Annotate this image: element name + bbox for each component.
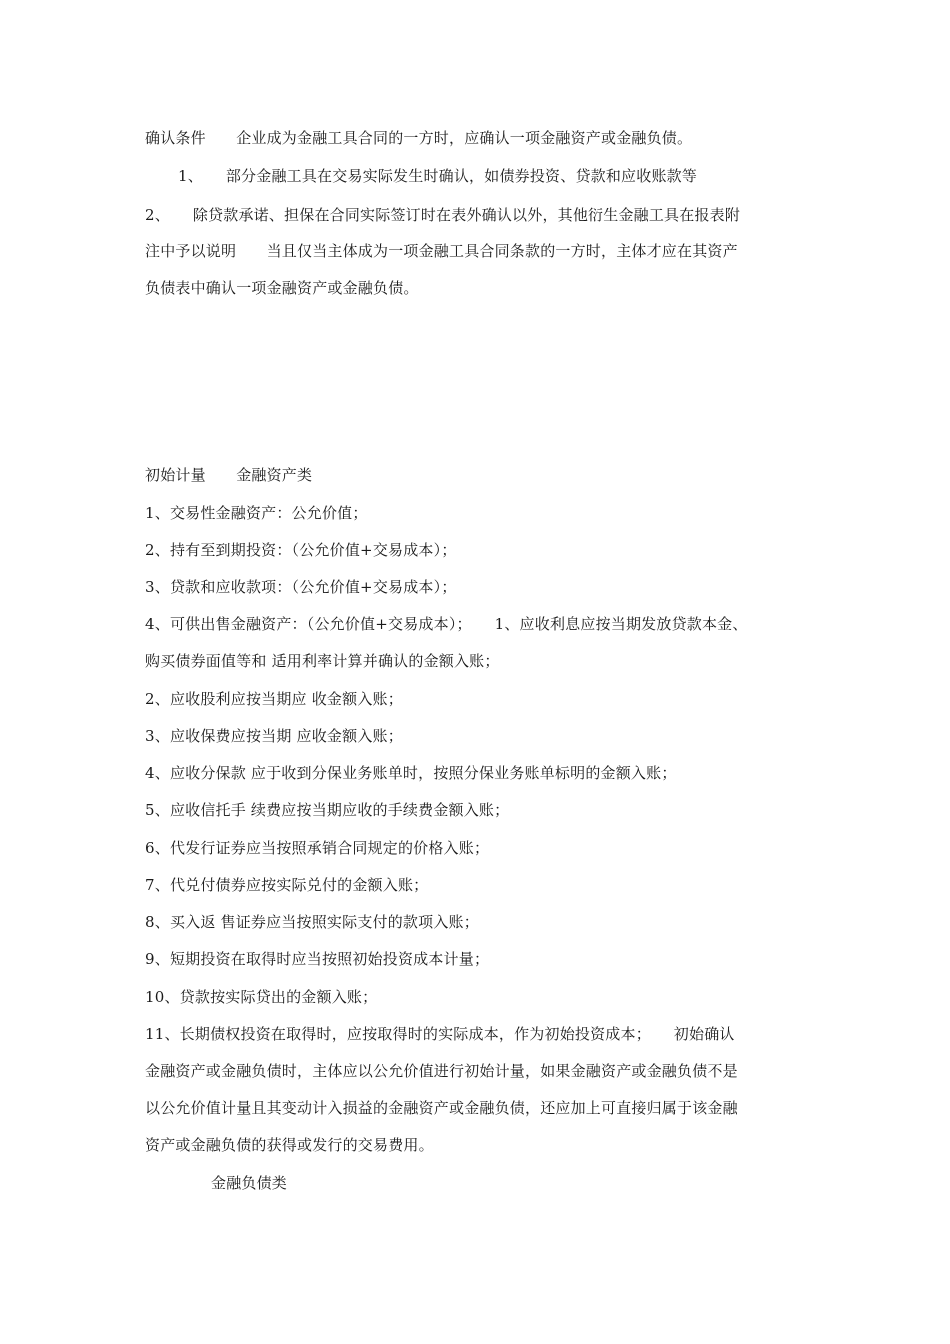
text-line: 4、应收分保款 应于收到分保业务账单时，按照分保业务账单标明的金额入账； (145, 764, 677, 782)
text-line: 1、交易性金融资产：公允价值； (145, 504, 368, 522)
text-line: 初始计量 金融资产类 (145, 466, 313, 484)
text-line: 3、贷款和应收款项：（公允价值+交易成本）； (145, 578, 457, 596)
text-line: 10、贷款按实际贷出的金额入账； (145, 988, 378, 1006)
text-line: 2、应收股利应按当期应 收金额入账； (145, 690, 403, 708)
text-line: 金融资产或金融负债时，主体应以公允价值进行初始计量，如果金融资产或金融负债不是 (145, 1062, 738, 1080)
text-line: 9、短期投资在取得时应当按照初始投资成本计量； (145, 950, 490, 968)
text-line: 注中予以说明 当且仅当主体成为一项金融工具合同条款的一方时，主体才应在其资产 (145, 242, 738, 260)
text-line: 7、代兑付债券应按实际兑付的金额入账； (145, 876, 429, 894)
text-line: 购买债券面值等和 适用利率计算并确认的金额入账； (145, 652, 500, 670)
text-line: 2、持有至到期投资：（公允价值+交易成本）； (145, 541, 457, 559)
text-line: 负债表中确认一项金融资产或金融负债。 (145, 279, 419, 297)
text-line: 资产或金融负债的获得或发行的交易费用。 (145, 1136, 434, 1154)
text-line: 6、代发行证券应当按照承销合同规定的价格入账； (145, 839, 490, 857)
text-line: 确认条件 企业成为金融工具合同的一方时，应确认一项金融资产或金融负债。 (145, 129, 693, 147)
text-line: 8、买入返 售证券应当按照实际支付的款项入账； (145, 913, 479, 931)
text-line: 5、应收信托手 续费应按当期应收的手续费金额入账； (145, 801, 510, 819)
text-line: 以公允价值计量且其变动计入损益的金融资产或金融负债，还应加上可直接归属于该金融 (145, 1099, 738, 1117)
text-line: 4、可供出售金融资产：（公允价值+交易成本）； 1、应收利息应按当期发放贷款本金、 (145, 615, 748, 633)
text-line: 11、长期债权投资在取得时，应按取得时的实际成本，作为初始投资成本； 初始确认 (145, 1025, 735, 1043)
subheading-financial-liabilities: 金融负债类 (211, 1174, 288, 1192)
text-line: 1、 部分金融工具在交易实际发生时确认，如债券投资、贷款和应收账款等 (178, 167, 698, 185)
text-line: 3、应收保费应按当期 应收金额入账； (145, 727, 403, 745)
text-line: 2、 除贷款承诺、担保在合同实际签订时在表外确认以外，其他衍生金融工具在报表附 (145, 206, 741, 224)
